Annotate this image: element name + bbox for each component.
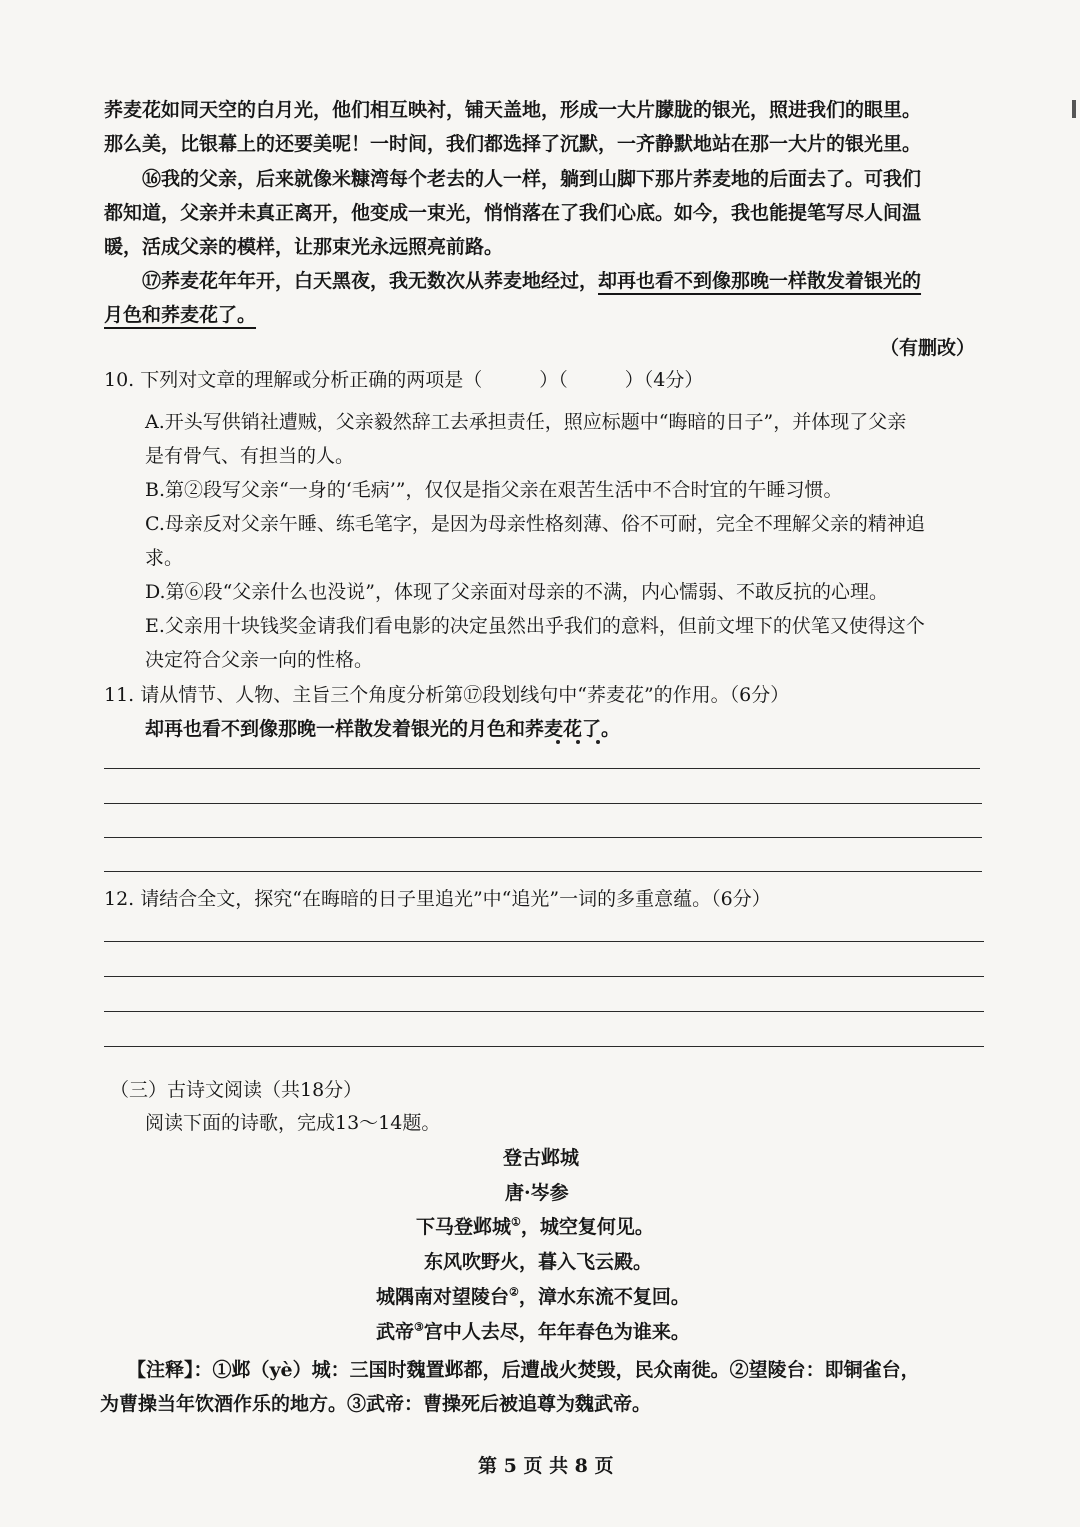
emphasis-dot: [576, 740, 580, 744]
option-e-cont: 决定符合父亲一向的性格。: [145, 649, 374, 671]
poem-author: 唐·岑参: [505, 1182, 569, 1204]
poem-text: 下马登邺城: [416, 1216, 512, 1238]
question-11-quote: 却再也看不到像那晚一样散发着银光的月色和荞麦花了。: [145, 718, 621, 740]
edge-mark: [1072, 100, 1076, 118]
underlined-sentence: 却再也看不到像那晚一样散发着银光的: [598, 270, 922, 292]
option-b: B.第②段写父亲“一身的‘毛病’”，仅仅是指父亲在艰苦生活中不合时宜的午睡习惯。: [145, 479, 843, 501]
answer-line[interactable]: [104, 871, 982, 872]
answer-line[interactable]: [104, 803, 982, 804]
page-number: 第 5 页 共 8 页: [478, 1455, 614, 1477]
passage-line: 荞麦花如同天空的白月光，他们相互映衬，铺天盖地，形成一大片朦胧的银光，照进我们的眼里。: [104, 99, 922, 121]
question-11-stem: 11. 请从情节、人物、主旨三个角度分析第⑰段划线句中“荞麦花”的作用。（6分）: [104, 684, 790, 706]
option-c: C.母亲反对父亲午睡、练毛笔字，是因为母亲性格刻薄、俗不可耐，完全不理解父亲的精神追: [145, 513, 925, 535]
poem-text: 宫中人去尽，年年春色为谁来。: [423, 1321, 690, 1343]
option-c-cont: 求。: [145, 547, 184, 569]
notes-line: 【注释】：①邺（yè）城：三国时魏置邺都，后遭战火焚毁，民众南徙。②望陵台：即铜雀台，: [127, 1359, 920, 1381]
poem-line: [416, 1214, 654, 1240]
answer-line[interactable]: [104, 1046, 984, 1047]
option-a-cont: 是有骨气、有担当的人。: [145, 445, 355, 467]
footnote-marker: ②: [509, 1285, 519, 1299]
option-e: E.父亲用十块钱奖金请我们看电影的决定虽然出乎我们的意料，但前文埋下的伏笔又使得这个: [145, 615, 925, 637]
poem-line: [376, 1284, 690, 1310]
revision-note: （有删改）: [880, 337, 976, 359]
passage-line: 暖，活成父亲的模样，让那束光永远照亮前路。: [104, 236, 504, 258]
poem-title: 登古邺城: [503, 1147, 580, 1169]
passage-line: ⑯我的父亲，后来就像米糠湾每个老去的人一样，躺到山脚下那片荞麦地的后面去了。可我们: [142, 168, 922, 190]
footnote-marker: ③: [414, 1320, 424, 1334]
poem-line: [376, 1319, 690, 1345]
emphasis-dots: [556, 740, 616, 750]
passage-line: [142, 268, 921, 294]
answer-line[interactable]: [104, 837, 982, 838]
passage-line: 都知道，父亲并未真正离开，他变成一束光，悄悄落在了我们心底。如今，我也能提笔写尽人间温: [104, 202, 922, 224]
passage-line: [104, 302, 256, 328]
option-d: D.第⑥段“父亲什么也没说”，体现了父亲面对母亲的不满，内心懦弱、不敢反抗的心理。: [145, 581, 889, 603]
answer-line[interactable]: [104, 976, 984, 977]
passage-line: 那么美，比银幕上的还要美呢！一时间，我们都选择了沉默，一齐静默地站在那一大片的银光里。: [104, 133, 922, 155]
passage-text: ⑰荞麦花年年开，白天黑夜，我无数次从荞麦地经过，: [142, 270, 599, 292]
section-heading: （三）古诗文阅读（共18分）: [110, 1079, 363, 1101]
poem-text: 武帝: [376, 1321, 415, 1343]
answer-line[interactable]: [104, 1011, 984, 1012]
notes-line: 为曹操当年饮酒作乐的地方。③武帝：曹操死后被追尊为魏武帝。: [100, 1393, 652, 1415]
poem-text: ，城空复何见。: [520, 1216, 654, 1238]
footnote-marker: ①: [511, 1215, 521, 1229]
poem-text: ，漳水东流不复回。: [518, 1286, 690, 1308]
question-12-stem: 12. 请结合全文，探究“在晦暗的日子里追光”中“追光”一词的多重意蕴。（6分）: [104, 888, 771, 910]
emphasis-dot: [596, 740, 600, 744]
option-a: A.开头写供销社遭贼，父亲毅然辞工去承担责任，照应标题中“晦暗的日子”，并体现了父亲: [145, 411, 907, 433]
section-instruction: 阅读下面的诗歌，完成13～14题。: [145, 1112, 441, 1134]
poem-text: 城隅南对望陵台: [376, 1286, 510, 1308]
emphasis-dot: [556, 740, 560, 744]
question-10-stem: 10. 下列对文章的理解或分析正确的两项是（ ）（ ）（4分）: [104, 369, 704, 391]
answer-line[interactable]: [104, 941, 984, 942]
answer-line[interactable]: [104, 768, 980, 769]
poem-line: 东风吹野火，暮入飞云殿。: [424, 1251, 653, 1273]
underlined-sentence: 月色和荞麦花了。: [104, 304, 257, 326]
